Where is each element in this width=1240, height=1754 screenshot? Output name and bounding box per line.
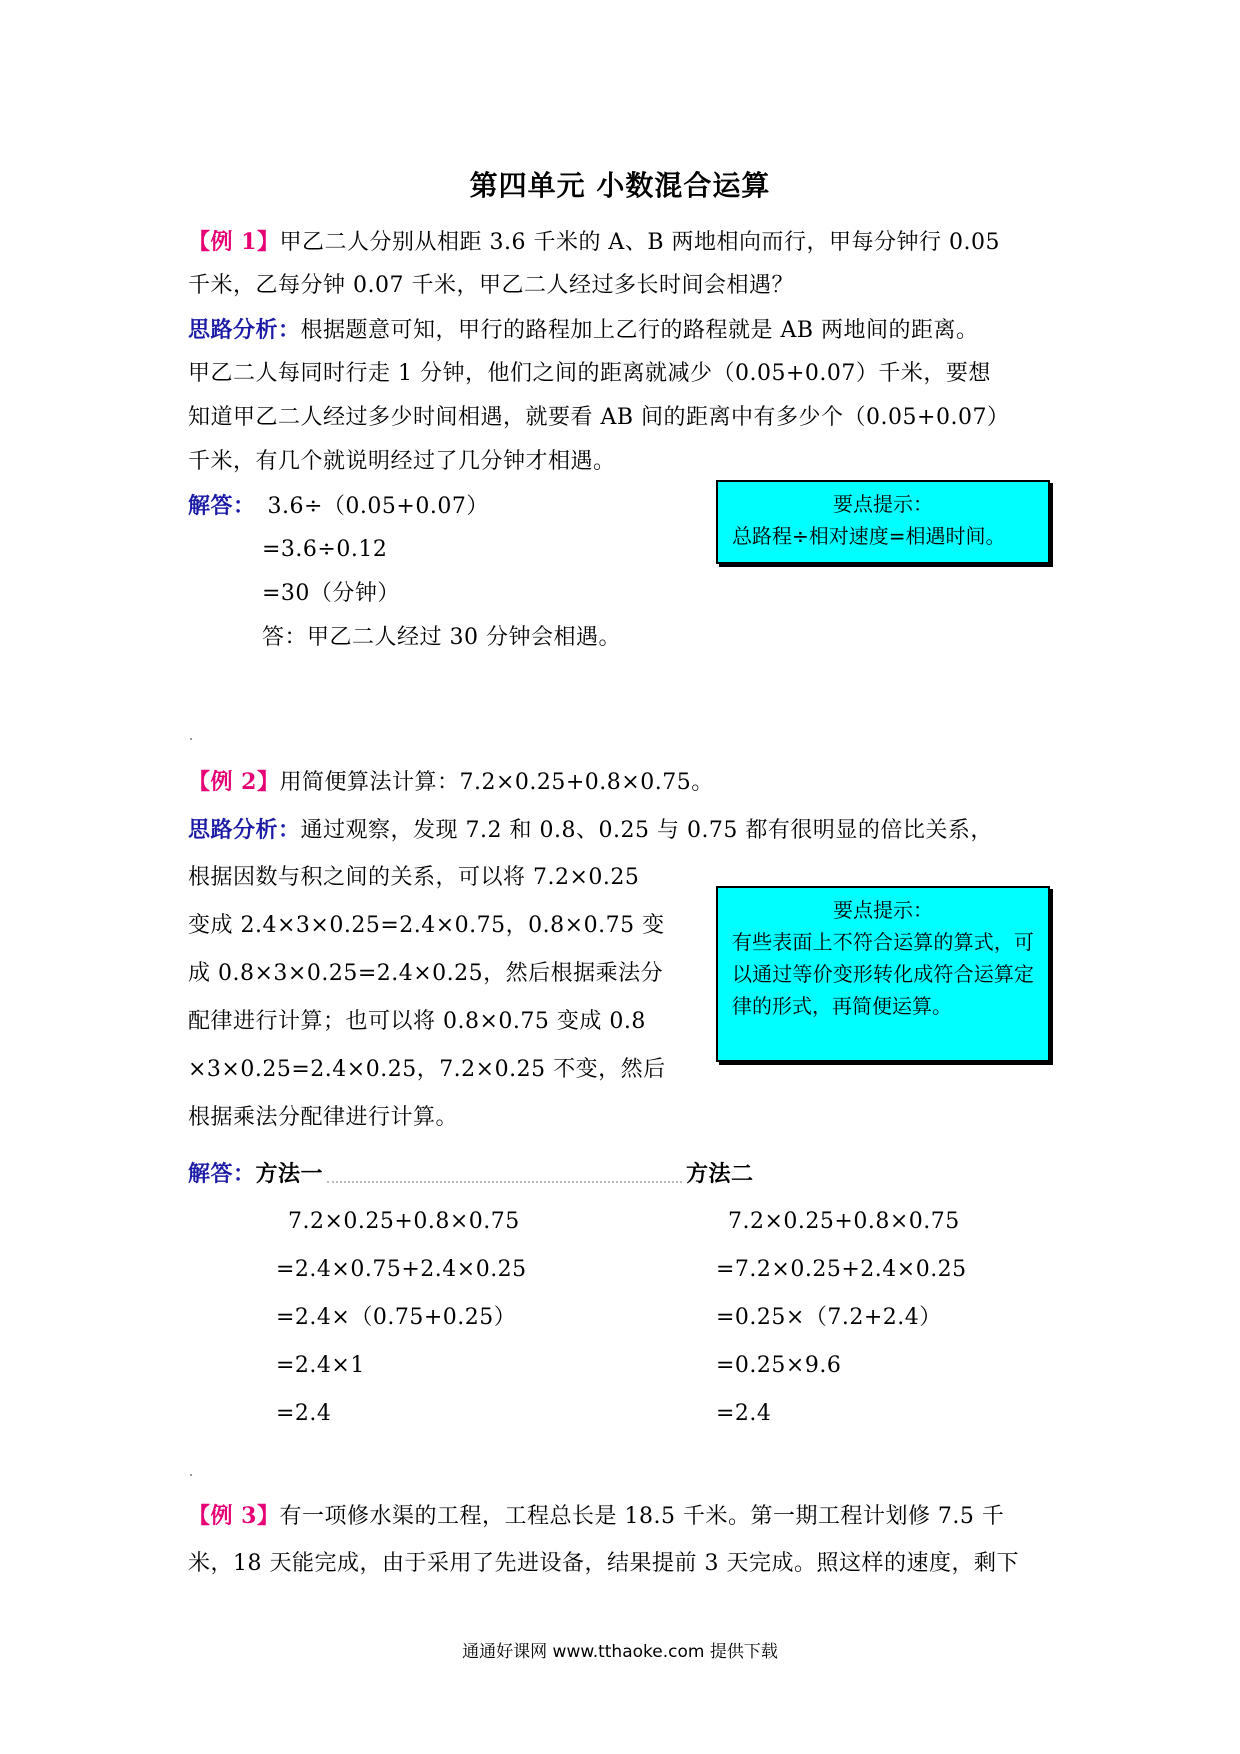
ex1-analysis-label: 思路分析： bbox=[188, 317, 301, 343]
ex2-m1-step2: =2.4×0.75+2.4×0.25 bbox=[276, 1257, 527, 1282]
ex2-m2-step4: =0.25×9.6 bbox=[716, 1353, 842, 1378]
footer-credit: 通通好课网 www.tthaoke.com 提供下载 bbox=[462, 1642, 778, 1662]
ex1-s2: =3.6÷0.12 bbox=[262, 537, 388, 562]
ex1-s1: 3.6÷（0.05+0.07） bbox=[267, 494, 489, 519]
ex2-answer-label: 解答： bbox=[188, 1161, 256, 1187]
ex2-a7: 根据乘法分配律进行计算。 bbox=[188, 1105, 459, 1130]
ex2-tip-body: 有些表面上不符合运算的算式，可以通过等价变形转化成符合运算定律的形式，再简便运算。 bbox=[732, 930, 1034, 1018]
ex2-a1: 通过观察，发现 7.2 和 0.8、0.25 与 0.75 都有很明显的倍比关系， bbox=[300, 818, 993, 843]
ex2-m2-step3: =0.25×（7.2+2.4） bbox=[716, 1305, 942, 1330]
ex2-q: 用简便算法计算：7.2×0.25+0.8×0.75。 bbox=[279, 770, 714, 795]
ex1-q2: 千米，乙每分钟 0.07 千米，甲乙二人经过多长时间会相遇？ bbox=[188, 273, 794, 298]
ex2-answer-line bbox=[188, 1160, 754, 1189]
ex1-a3: 知道甲乙二人经过多少时间相遇，就要看 AB 间的距离中有多少个（0.05+0.07） bbox=[188, 405, 1010, 430]
divider-mark bbox=[190, 1474, 192, 1476]
ex1-a1: 根据题意可知，甲行的路程加上乙行的路程就是 AB 两地间的距离。 bbox=[300, 318, 979, 343]
ex2-method1-label: 方法一 bbox=[255, 1161, 324, 1187]
ex3-q2: 米，18 天能完成，由于采用了先进设备，结果提前 3 天完成。照这样的速度，剩下 bbox=[188, 1551, 1019, 1576]
ex2-m2-step1: 7.2×0.25+0.8×0.75 bbox=[728, 1209, 960, 1234]
ex1-answer-line bbox=[188, 492, 489, 521]
ex3-q1: 有一项修水渠的工程，工程总长是 18.5 千米。第一期工程计划修 7.5 千 bbox=[279, 1504, 1005, 1529]
ex1-answer-label: 解答： bbox=[188, 493, 256, 519]
ex1-q1: 甲乙二人分别从相距 3.6 千米的 A、B 两地相向而行，甲每分钟行 0.05 bbox=[279, 230, 1000, 255]
ex2-analysis-label: 思路分析： bbox=[188, 817, 301, 843]
ex1-tip-box bbox=[716, 480, 1050, 564]
ex1-s3: =30（分钟） bbox=[262, 581, 400, 606]
page-title: 第四单元 小数混合运算 bbox=[469, 169, 771, 202]
ex1-s4: 答：甲乙二人经过 30 分钟会相遇。 bbox=[262, 625, 621, 650]
ex2-tip-title: 要点提示： bbox=[833, 898, 933, 922]
ex2-a6: ×3×0.25=2.4×0.25，7.2×0.25 不变，然后 bbox=[188, 1057, 666, 1082]
ex2-tag: 【例 2】 bbox=[188, 769, 280, 795]
ex2-analysis-line1 bbox=[188, 816, 993, 845]
ex2-m2-step2: =7.2×0.25+2.4×0.25 bbox=[716, 1257, 967, 1282]
dotted-leader bbox=[327, 1167, 682, 1183]
ex1-tip-title: 要点提示： bbox=[833, 492, 933, 516]
ex1-tag: 【例 1】 bbox=[188, 229, 280, 255]
ex1-a4: 千米，有几个就说明经过了几分钟才相遇。 bbox=[188, 449, 616, 474]
ex3-tag: 【例 3】 bbox=[188, 1503, 280, 1529]
ex2-m1-step4: =2.4×1 bbox=[276, 1353, 365, 1378]
ex3-question-line1 bbox=[188, 1502, 1004, 1531]
ex1-tip-body: 总路程÷相对速度=相遇时间。 bbox=[732, 524, 1006, 548]
ex2-m2-step5: =2.4 bbox=[716, 1401, 772, 1426]
ex2-a4: 成 0.8×3×0.25=2.4×0.25，然后根据乘法分 bbox=[188, 961, 664, 986]
ex2-tip-box bbox=[716, 886, 1050, 1062]
ex2-m1-step3: =2.4×（0.75+0.25） bbox=[276, 1305, 517, 1330]
ex1-a2: 甲乙二人每同时行走 1 分钟，他们之间的距离就减少（0.05+0.07）千米，要想 bbox=[188, 361, 991, 386]
ex2-a5: 配律进行计算；也可以将 0.8×0.75 变成 0.8 bbox=[188, 1009, 646, 1034]
ex2-method2-label: 方法二 bbox=[686, 1161, 754, 1187]
ex2-question-line bbox=[188, 768, 714, 797]
divider-mark bbox=[190, 738, 192, 740]
ex2-m1-step5: =2.4 bbox=[276, 1401, 332, 1426]
ex1-analysis-line1 bbox=[188, 316, 979, 345]
ex2-m1-step1: 7.2×0.25+0.8×0.75 bbox=[288, 1209, 520, 1234]
ex1-question-line1 bbox=[188, 228, 1000, 257]
ex2-a2: 根据因数与积之间的关系，可以将 7.2×0.25 bbox=[188, 865, 640, 890]
ex2-a3: 变成 2.4×3×0.25=2.4×0.75，0.8×0.75 变 bbox=[188, 913, 665, 938]
